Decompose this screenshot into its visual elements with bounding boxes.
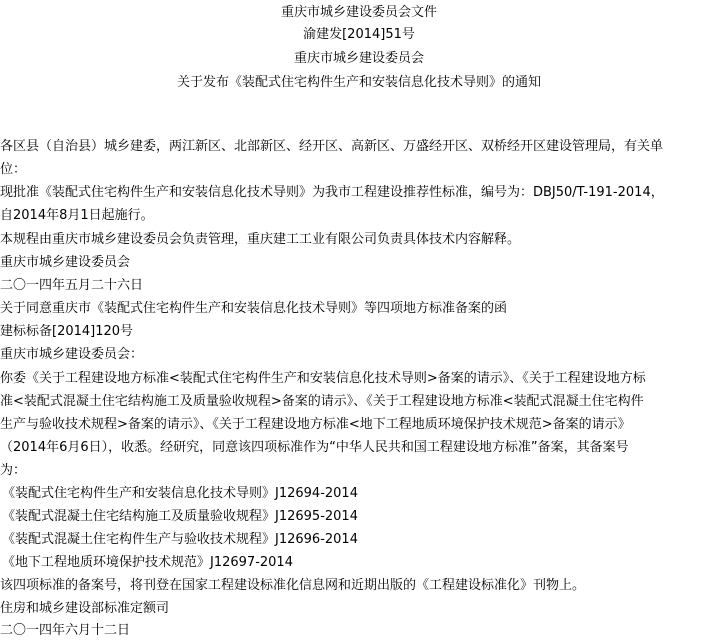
letter-body-line-3: 生产与验收技术规程>备案的请示》、《关于工程建设地方标准<地下工程地质环境保护技术规范>备案的请示》: [0, 417, 631, 432]
notice-paragraph-2b: 自2014年8月1日起施行。: [0, 208, 154, 223]
standard-list-item: 《装配式混凝土住宅构件生产与验收技术规程》J12696-2014: [2, 532, 358, 547]
notice-paragraph-2a: 现批准《装配式住宅构件生产和安装信息化技术导则》为我市工程建设推荐性标准，编号为：DBJ50/T-191-2014，: [0, 185, 664, 200]
notice-paragraph-1b: 位：: [0, 162, 27, 177]
standard-list-item: 《地下工程地质环境保护技术规范》J12697-2014: [2, 555, 293, 570]
notice-date: 二〇一四年五月二十六日: [0, 278, 144, 293]
header-org: 重庆市城乡建设委员会: [293, 51, 424, 66]
letter-title: 关于同意重庆市《装配式住宅构件生产和安装信息化技术导则》等四项地方标准备案的函: [0, 301, 508, 316]
letter-addressee: 重庆市城乡建设委员会：: [0, 347, 144, 362]
header-title: 关于发布《装配式住宅构件生产和安装信息化技术导则》的通知: [176, 75, 541, 90]
letter-closing: 该四项标准的备案号，将刊登在国家工程建设标准化信息网和近期出版的《工程建设标准化》刊物上。: [0, 578, 586, 593]
letter-date: 二〇一四年六月十二日: [0, 623, 131, 638]
letter-body-line-5: 为：: [0, 463, 27, 478]
standard-list-item: 《装配式混凝土住宅结构施工及质量验收规程》J12695-2014: [2, 509, 358, 524]
header-doc-number: 渝建发[2014]51号: [303, 27, 415, 42]
letter-body-line-4: （2014年6月6日），收悉。经研究，同意该四项标准作为“中华人民共和国工程建设地方标准”备案，其备案号: [0, 440, 629, 455]
letter-ref-number: 建标标备[2014]120号: [0, 324, 134, 339]
letter-signer: 住房和城乡建设部标准定额司: [0, 601, 170, 616]
letter-body-line-1: 你委《关于工程建设地方标准<装配式住宅构件生产和安装信息化技术导则>备案的请示》、《关于工程建设地方标: [0, 371, 646, 386]
header-org-doc: 重庆市城乡建设委员会文件: [280, 5, 437, 20]
notice-paragraph-1a: 各区县（自治县）城乡建委，两江新区、北部新区、经开区、高新区、万盛经开区、双桥经开区建设管理局，有关单: [0, 139, 664, 154]
notice-signer: 重庆市城乡建设委员会: [0, 255, 131, 270]
notice-paragraph-3: 本规程由重庆市城乡建设委员会负责管理，重庆建工工业有限公司负责具体技术内容解释。: [0, 232, 521, 247]
standard-list-item: 《装配式住宅构件生产和安装信息化技术导则》J12694-2014: [2, 486, 358, 501]
letter-body-line-2: 准<装配式混凝土住宅结构施工及质量验收规程>备案的请示》、《关于工程建设地方标准<装配式混凝土住宅构件: [0, 394, 644, 409]
